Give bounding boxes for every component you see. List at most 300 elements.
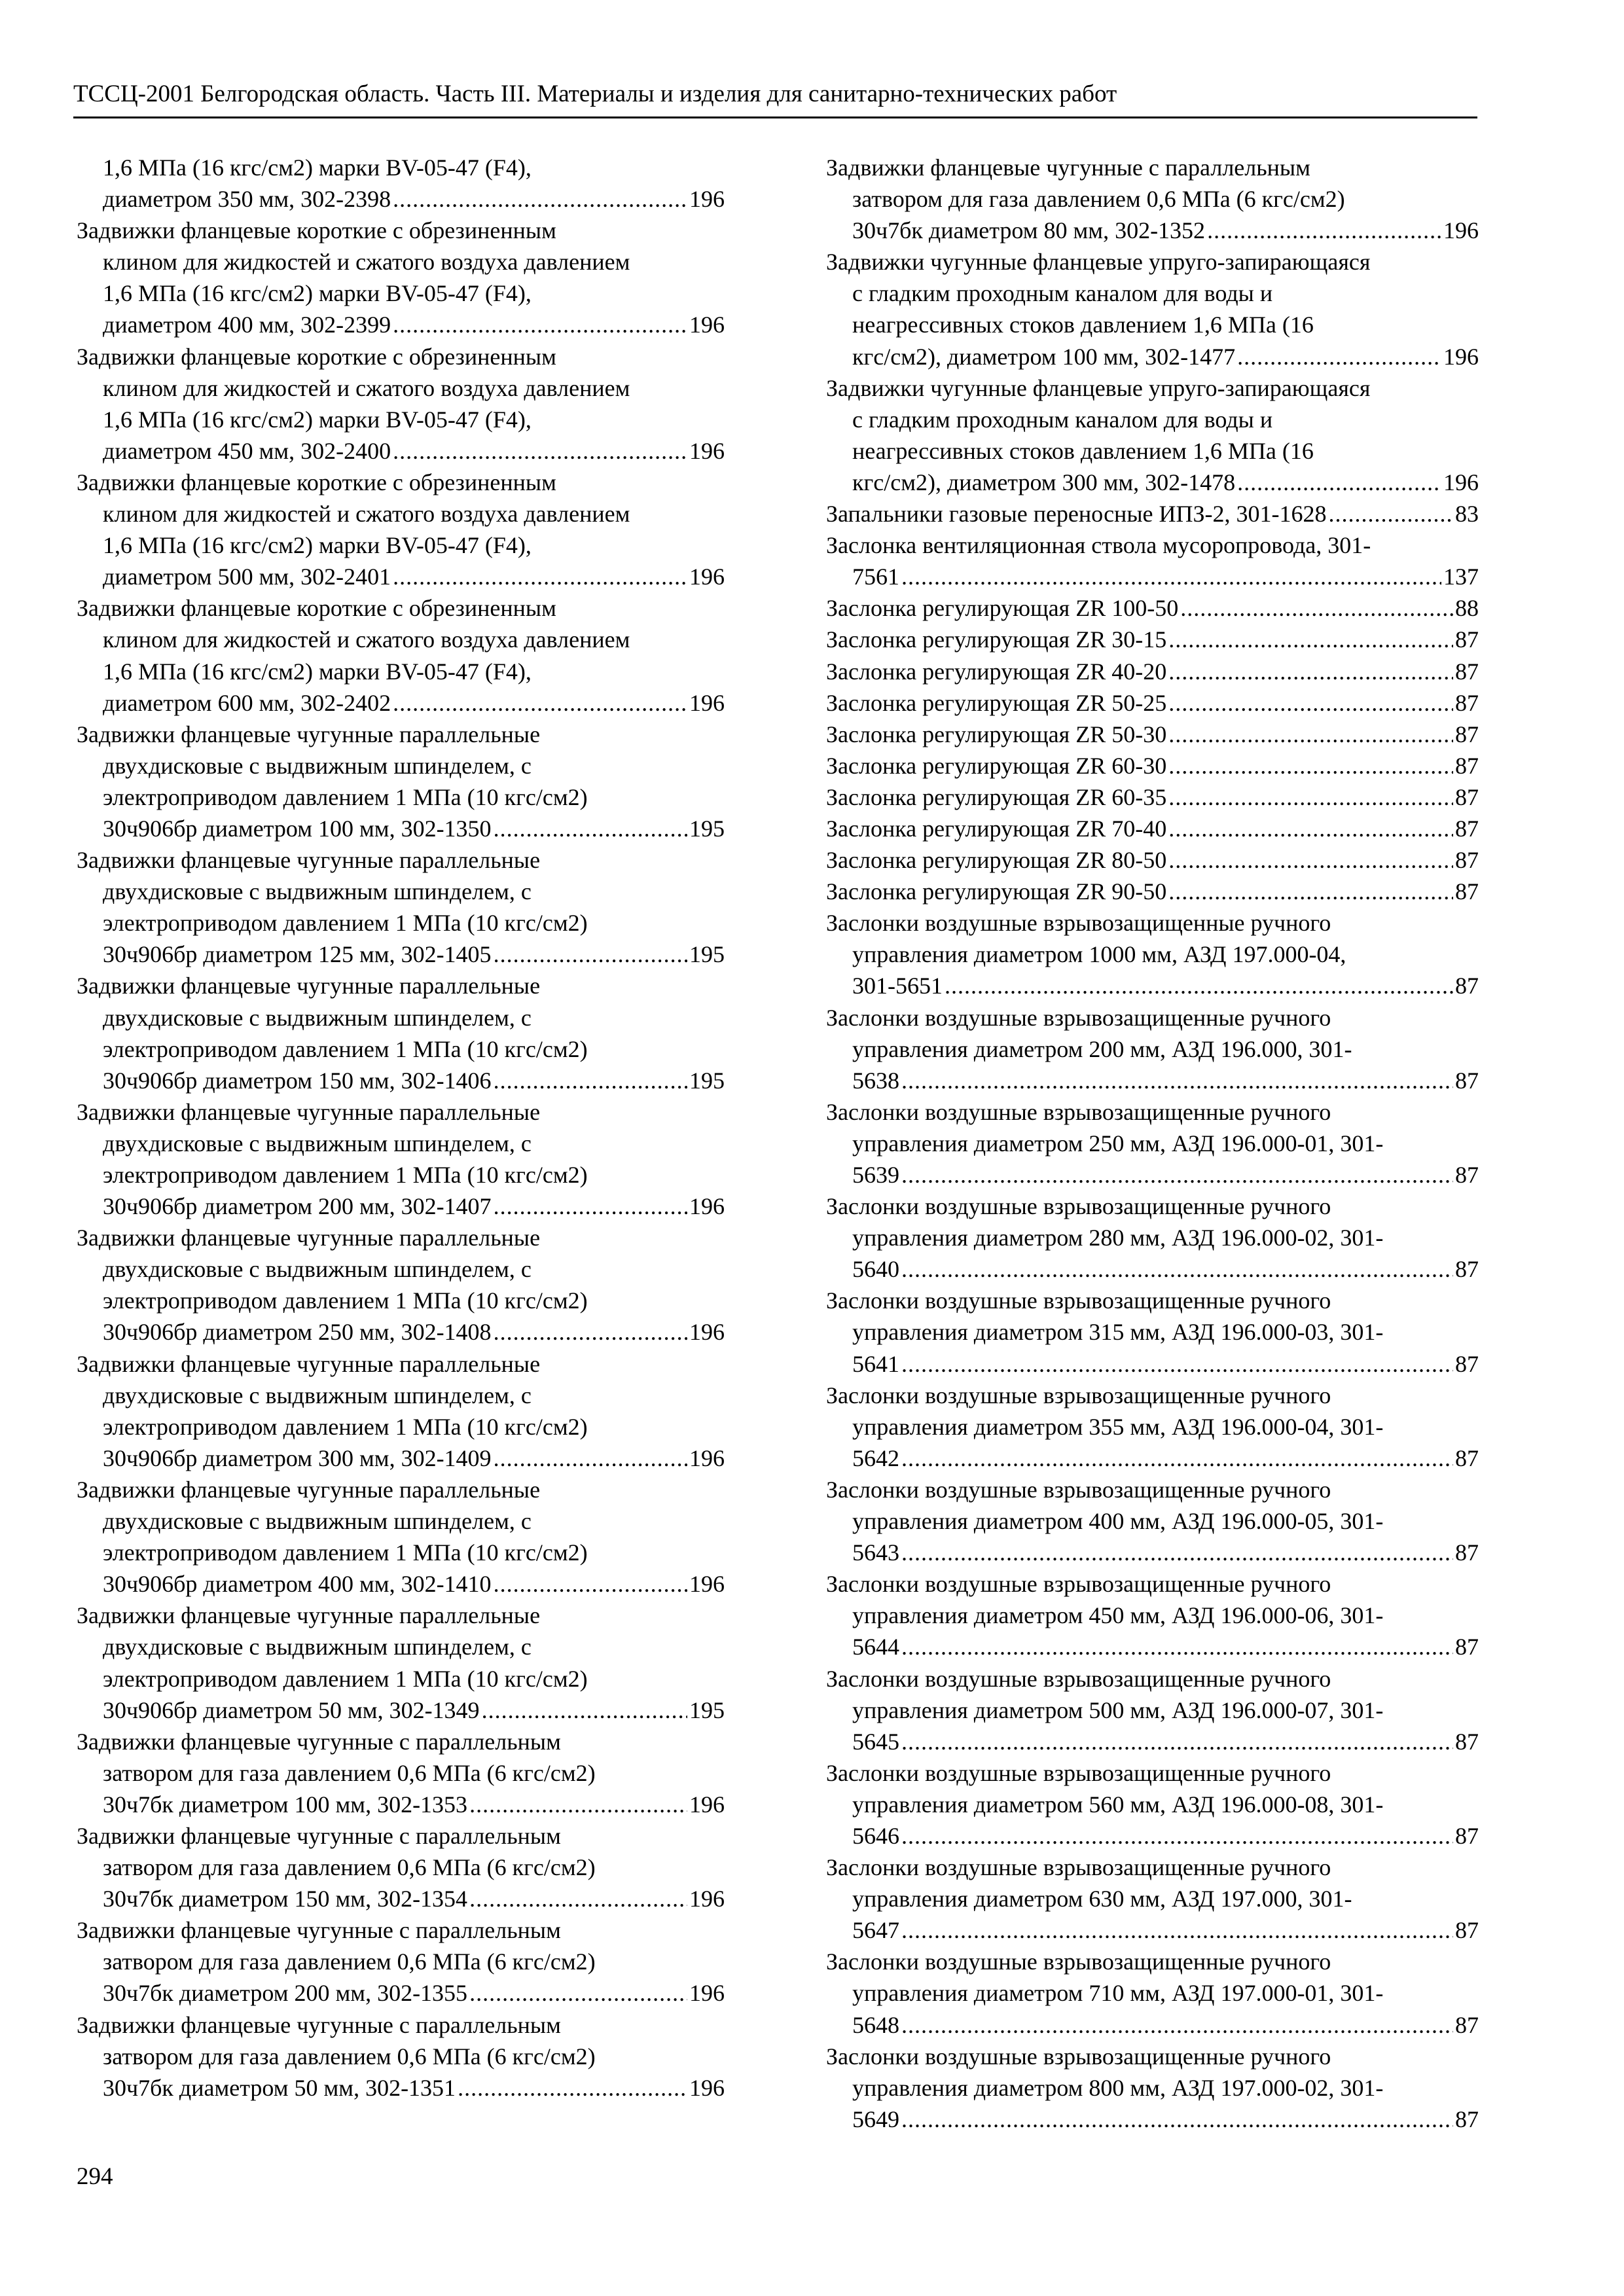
entry-text: Задвижки чугунные фланцевые упруго-запирающаяся xyxy=(826,249,1371,276)
entry-last-line xyxy=(826,2009,1479,2041)
index-entry xyxy=(826,498,1479,529)
dot-leader xyxy=(901,1914,1453,1946)
entry-text: Задвижки фланцевые чугунные параллельные xyxy=(77,847,541,874)
entry-page-number: 196 xyxy=(689,1571,725,1598)
entry-text: 5641 xyxy=(852,1350,899,1377)
index-entry xyxy=(77,844,725,970)
index-entry xyxy=(826,1568,1479,1662)
entry-text: Задвижки фланцевые чугунные параллельные xyxy=(77,1602,541,1629)
dot-leader xyxy=(901,1537,1453,1568)
dot-leader xyxy=(494,1316,687,1348)
dot-leader xyxy=(901,1253,1453,1285)
index-entry xyxy=(826,844,1479,876)
dot-leader xyxy=(1237,467,1441,498)
index-entry xyxy=(826,372,1479,498)
entry-last-line xyxy=(826,215,1479,246)
entry-page-number: 87 xyxy=(1455,1350,1479,1377)
entry-text: Задвижки фланцевые чугунные с параллельным xyxy=(77,2011,561,2038)
entry-text: электроприводом давлением 1 МПа (10 кгс/см2) xyxy=(103,1413,588,1440)
entry-text: Задвижки фланцевые короткие с обрезиненным xyxy=(77,217,556,244)
entry-text: Заслонки воздушные взрывозащищенные ручного xyxy=(826,1571,1331,1598)
entry-text: 5639 xyxy=(852,1162,899,1188)
entry-last-line xyxy=(826,781,1479,813)
entry-text: Заслонки воздушные взрывозащищенные ручного xyxy=(826,1665,1331,1692)
index-entry xyxy=(826,2041,1479,2135)
entry-text: Задвижки фланцевые короткие с обрезиненным xyxy=(77,343,556,370)
entry-page-number: 87 xyxy=(1455,878,1479,905)
entry-text: электроприводом давлением 1 МПа (10 кгс/см2) xyxy=(103,1539,588,1566)
entry-text: 5643 xyxy=(852,1539,899,1566)
index-entry xyxy=(77,1222,725,1348)
dot-leader xyxy=(458,2072,687,2104)
entry-last-line xyxy=(826,1631,1479,1662)
entry-page-number: 87 xyxy=(1455,1256,1479,1283)
entry-text: двухдисковые с выдвижным шпинделем, с xyxy=(103,878,532,905)
entry-text: затвором для газа давлением 0,6 МПа (6 кгс/см2) xyxy=(103,1854,596,1881)
entry-page-number: 87 xyxy=(1455,2106,1479,2132)
entry-text: Задвижки фланцевые чугунные параллельные xyxy=(77,1350,541,1377)
index-entry xyxy=(77,1474,725,1600)
entry-text: управления диаметром 630 мм, АЗД 197.000, 301- xyxy=(852,1886,1352,1912)
entry-page-number: 87 xyxy=(1455,815,1479,842)
entry-last-line xyxy=(77,1568,725,1600)
dot-leader xyxy=(469,1789,687,1820)
entry-text: 30ч906бр диаметром 150 мм, 302-1406 xyxy=(103,1067,492,1094)
entry-page-number: 87 xyxy=(1455,973,1479,999)
entry-text: Заслонка регулирующая ZR 40-20 xyxy=(826,658,1167,685)
entry-text: Заслонка регулирующая ZR 60-30 xyxy=(826,752,1167,779)
entry-text: электроприводом давлением 1 МПа (10 кгс/см2) xyxy=(103,1162,588,1188)
entry-text: Задвижки фланцевые чугунные с параллельным xyxy=(77,1917,561,1944)
index-entry xyxy=(826,1852,1479,1946)
index-entry xyxy=(826,750,1479,781)
entry-text: электроприводом давлением 1 МПа (10 кгс/см2) xyxy=(103,1665,588,1692)
dot-leader xyxy=(1180,592,1453,624)
entry-page-number: 87 xyxy=(1455,1728,1479,1755)
entry-text: Задвижки фланцевые чугунные параллельные xyxy=(77,1098,541,1125)
entry-last-line xyxy=(826,498,1479,529)
entry-page-number: 137 xyxy=(1443,564,1479,590)
entry-last-line xyxy=(826,592,1479,624)
entry-text: неагрессивных стоков давлением 1,6 МПа (16 xyxy=(852,437,1314,464)
entry-text: управления диаметром 450 мм, АЗД 196.000-06, 301- xyxy=(852,1602,1384,1629)
index-entry xyxy=(826,781,1479,813)
index-column-right xyxy=(826,152,1479,2135)
entry-text: Заслонка вентиляционная ствола мусоропровода, 301- xyxy=(826,532,1371,559)
entry-last-line xyxy=(826,341,1479,372)
dot-leader xyxy=(469,1883,687,1914)
entry-text: 5644 xyxy=(852,1634,899,1660)
entry-page-number: 87 xyxy=(1455,626,1479,653)
entry-last-line xyxy=(826,1443,1479,1474)
index-entry xyxy=(77,215,725,340)
index-entry xyxy=(826,1191,1479,1285)
entry-page-number: 195 xyxy=(689,1696,725,1723)
entry-text: 5638 xyxy=(852,1067,899,1094)
entry-text: 5642 xyxy=(852,1444,899,1471)
index-entry xyxy=(826,1474,1479,1568)
entry-text: Задвижки фланцевые чугунные параллельные xyxy=(77,1476,541,1503)
index-entry xyxy=(826,876,1479,907)
dot-leader xyxy=(945,970,1453,1001)
entry-page-number: 196 xyxy=(689,1791,725,1818)
entry-page-number: 196 xyxy=(689,1444,725,1471)
entry-page-number: 196 xyxy=(689,312,725,338)
dot-leader xyxy=(901,1726,1453,1757)
entry-last-line xyxy=(77,687,725,719)
entry-text: диаметром 450 мм, 302-2400 xyxy=(103,437,391,464)
dot-leader xyxy=(482,1695,687,1726)
index-entry xyxy=(826,246,1479,372)
entry-text: 30ч7бк диаметром 80 мм, 302-1352 xyxy=(852,217,1206,244)
entry-page-number: 196 xyxy=(1443,343,1479,370)
entry-text: двухдисковые с выдвижным шпинделем, с xyxy=(103,752,532,779)
entry-page-number: 87 xyxy=(1455,1917,1479,1944)
entry-last-line xyxy=(826,1159,1479,1191)
entry-text: электроприводом давлением 1 МПа (10 кгс/см2) xyxy=(103,1035,588,1062)
entry-text: двухдисковые с выдвижным шпинделем, с xyxy=(103,1382,532,1408)
entry-text: затвором для газа давлением 0,6 МПа (6 кгс/см2) xyxy=(103,1948,596,1975)
entry-last-line xyxy=(77,1977,725,2009)
entry-last-line xyxy=(77,2072,725,2104)
entry-text: Заслонки воздушные взрывозащищенные ручного xyxy=(826,1759,1331,1786)
entry-page-number: 87 xyxy=(1455,783,1479,810)
entry-text: 30ч906бр диаметром 250 мм, 302-1408 xyxy=(103,1319,492,1346)
entry-text: 5649 xyxy=(852,2106,899,2132)
dot-leader xyxy=(393,435,687,467)
entry-page-number: 87 xyxy=(1455,658,1479,685)
entry-last-line xyxy=(826,1914,1479,1946)
entry-text: Задвижки чугунные фланцевые упруго-запирающаяся xyxy=(826,374,1371,401)
dot-leader xyxy=(1168,624,1453,655)
index-entry xyxy=(826,1380,1479,1474)
dot-leader xyxy=(1168,813,1453,844)
entry-last-line xyxy=(77,939,725,970)
entry-last-line xyxy=(77,1695,725,1726)
index-entry xyxy=(77,719,725,844)
index-entry xyxy=(826,1757,1479,1852)
index-entry xyxy=(826,1096,1479,1191)
entry-text: с гладким проходным каналом для воды и xyxy=(852,280,1273,307)
entry-page-number: 87 xyxy=(1455,752,1479,779)
entry-text: 5645 xyxy=(852,1728,899,1755)
index-entry xyxy=(826,1663,1479,1757)
entry-last-line xyxy=(826,970,1479,1001)
entry-page-number: 196 xyxy=(689,1886,725,1912)
dot-leader xyxy=(901,2009,1453,2041)
dot-leader xyxy=(494,939,687,970)
entry-last-line xyxy=(77,1065,725,1096)
entry-last-line xyxy=(826,1065,1479,1096)
entry-text: 5648 xyxy=(852,2011,899,2038)
entry-last-line xyxy=(826,656,1479,687)
index-entry xyxy=(826,592,1479,624)
entry-text: двухдисковые с выдвижным шпинделем, с xyxy=(103,1634,532,1660)
entry-page-number: 87 xyxy=(1455,1822,1479,1849)
index-entry xyxy=(826,907,1479,1001)
dot-leader xyxy=(393,309,687,340)
entry-page-number: 195 xyxy=(689,941,725,968)
index-entry xyxy=(77,2009,725,2104)
dot-leader xyxy=(393,561,687,592)
entry-text: управления диаметром 355 мм, АЗД 196.000-04, 301- xyxy=(852,1413,1384,1440)
entry-last-line xyxy=(826,1348,1479,1380)
entry-last-line xyxy=(826,1726,1479,1757)
dot-leader xyxy=(1168,876,1453,907)
dot-leader xyxy=(1168,750,1453,781)
entry-text: 30ч906бр диаметром 125 мм, 302-1405 xyxy=(103,941,492,968)
dot-leader xyxy=(1207,215,1441,246)
dot-leader xyxy=(393,183,687,215)
entry-last-line xyxy=(77,1883,725,1914)
entry-page-number: 87 xyxy=(1455,1162,1479,1188)
index-entry xyxy=(826,1285,1479,1379)
entry-text: Заслонка регулирующая ZR 100-50 xyxy=(826,595,1179,622)
index-entry xyxy=(77,1600,725,1725)
entry-text: Заслонка регулирующая ZR 50-30 xyxy=(826,721,1167,747)
index-entry xyxy=(77,970,725,1096)
entry-text: клином для жидкостей и сжатого воздуха давлением xyxy=(103,626,630,653)
index-entry xyxy=(77,341,725,467)
dot-leader xyxy=(901,561,1441,592)
entry-text: управления диаметром 1000 мм, АЗД 197.000-04, xyxy=(852,941,1346,968)
dot-leader xyxy=(1237,341,1441,372)
entry-text: Задвижки фланцевые чугунные с параллельным xyxy=(826,154,1310,181)
entry-text: Заслонка регулирующая ZR 90-50 xyxy=(826,878,1167,905)
entry-text: управления диаметром 500 мм, АЗД 196.000-07, 301- xyxy=(852,1696,1384,1723)
entry-text: клином для жидкостей и сжатого воздуха давлением xyxy=(103,501,630,528)
entry-text: 30ч7бк диаметром 50 мм, 302-1351 xyxy=(103,2074,456,2101)
index-entry xyxy=(826,656,1479,687)
entry-text: 301-5651 xyxy=(852,973,943,999)
entry-text: 30ч906бр диаметром 100 мм, 302-1350 xyxy=(103,815,492,842)
entry-text: Заслонка регулирующая ZR 30-15 xyxy=(826,626,1167,653)
index-entry xyxy=(77,1914,725,2009)
dot-leader xyxy=(901,2104,1453,2135)
dot-leader xyxy=(901,1443,1453,1474)
page-number: 294 xyxy=(77,2163,113,2190)
index-entry xyxy=(77,1348,725,1474)
entry-last-line xyxy=(826,1253,1479,1285)
index-entry xyxy=(826,687,1479,719)
entry-last-line xyxy=(826,876,1479,907)
index-entry xyxy=(77,1726,725,1820)
entry-last-line xyxy=(77,1789,725,1820)
entry-text: двухдисковые с выдвижным шпинделем, с xyxy=(103,1508,532,1535)
entry-text: неагрессивных стоков давлением 1,6 МПа (16 xyxy=(852,312,1314,338)
entry-page-number: 196 xyxy=(689,1319,725,1346)
entry-text: 1,6 МПа (16 кгс/см2) марки BV-05-47 (F4), xyxy=(103,280,532,307)
dot-leader xyxy=(393,687,687,719)
dot-leader xyxy=(1168,656,1453,687)
entry-page-number: 196 xyxy=(1443,469,1479,495)
entry-page-number: 196 xyxy=(689,689,725,716)
entry-last-line xyxy=(826,561,1479,592)
entry-text: Задвижки фланцевые чугунные с параллельным xyxy=(77,1822,561,1849)
entry-text: с гладким проходным каналом для воды и xyxy=(852,406,1273,433)
entry-text: 1,6 МПа (16 кгс/см2) марки BV-05-47 (F4), xyxy=(103,532,532,559)
entry-text: диаметром 500 мм, 302-2401 xyxy=(103,564,391,590)
entry-text: управления диаметром 400 мм, АЗД 196.000-05, 301- xyxy=(852,1508,1384,1535)
entry-text: электроприводом давлением 1 МПа (10 кгс/см2) xyxy=(103,910,588,937)
entry-text: кгс/см2), диаметром 100 мм, 302-1477 xyxy=(852,343,1236,370)
entry-page-number: 87 xyxy=(1455,2011,1479,2038)
entry-text: Заслонки воздушные взрывозащищенные ручного xyxy=(826,910,1331,937)
dot-leader xyxy=(494,1443,687,1474)
dot-leader xyxy=(1168,844,1453,876)
entry-page-number: 83 xyxy=(1455,501,1479,528)
entry-page-number: 87 xyxy=(1455,1067,1479,1094)
entry-text: Заслонка регулирующая ZR 80-50 xyxy=(826,847,1167,874)
entry-page-number: 196 xyxy=(689,1980,725,2007)
entry-text: управления диаметром 710 мм, АЗД 197.000-01, 301- xyxy=(852,1980,1384,2007)
entry-text: электроприводом давлением 1 МПа (10 кгс/см2) xyxy=(103,1287,588,1314)
entry-page-number: 196 xyxy=(689,186,725,213)
entry-page-number: 87 xyxy=(1455,1634,1479,1660)
entry-text: Задвижки фланцевые короткие с обрезиненным xyxy=(77,469,556,495)
entry-page-number: 196 xyxy=(689,2074,725,2101)
entry-text: управления диаметром 280 мм, АЗД 196.000-02, 301- xyxy=(852,1225,1384,1251)
dot-leader xyxy=(469,1977,687,2009)
dot-leader xyxy=(901,1159,1453,1191)
dot-leader xyxy=(1329,498,1454,529)
entry-text: диаметром 400 мм, 302-2399 xyxy=(103,312,391,338)
index-entry xyxy=(77,467,725,592)
entry-text: кгс/см2), диаметром 300 мм, 302-1478 xyxy=(852,469,1236,495)
entry-text: Задвижки фланцевые короткие с обрезиненным xyxy=(77,595,556,622)
entry-page-number: 196 xyxy=(689,437,725,464)
entry-last-line xyxy=(826,624,1479,655)
index-entry xyxy=(826,152,1479,246)
entry-text: затвором для газа давлением 0,6 МПа (6 кгс/см2) xyxy=(103,2043,596,2070)
entry-text: управления диаметром 800 мм, АЗД 197.000-02, 301- xyxy=(852,2074,1384,2101)
entry-text: двухдисковые с выдвижным шпинделем, с xyxy=(103,1130,532,1157)
entry-text: 30ч906бр диаметром 400 мм, 302-1410 xyxy=(103,1571,492,1598)
entry-text: управления диаметром 250 мм, АЗД 196.000-01, 301- xyxy=(852,1130,1384,1157)
entry-text: Заслонка регулирующая ZR 70-40 xyxy=(826,815,1167,842)
entry-text: управления диаметром 315 мм, АЗД 196.000-03, 301- xyxy=(852,1319,1384,1346)
entry-text: 1,6 МПа (16 кгс/см2) марки BV-05-47 (F4), xyxy=(103,154,532,181)
index-entry xyxy=(826,813,1479,844)
entry-last-line xyxy=(826,1537,1479,1568)
entry-text: 5647 xyxy=(852,1917,899,1944)
entry-text: Запальники газовые переносные ИПЗ-2, 301-1628 xyxy=(826,501,1327,528)
entry-text: двухдисковые с выдвижным шпинделем, с xyxy=(103,1004,532,1031)
entry-text: двухдисковые с выдвижным шпинделем, с xyxy=(103,1256,532,1283)
entry-text: управления диаметром 560 мм, АЗД 196.000-08, 301- xyxy=(852,1791,1384,1818)
entry-text: Заслонки воздушные взрывозащищенные ручного xyxy=(826,1287,1331,1314)
entry-text: Заслонки воздушные взрывозащищенные ручного xyxy=(826,1004,1331,1031)
entry-text: Заслонки воздушные взрывозащищенные ручного xyxy=(826,1193,1331,1220)
index-entry xyxy=(77,1096,725,1222)
entry-page-number: 87 xyxy=(1455,847,1479,874)
entry-last-line xyxy=(77,561,725,592)
entry-text: 5640 xyxy=(852,1256,899,1283)
index-entry xyxy=(77,152,725,215)
entry-last-line xyxy=(826,719,1479,750)
index-entry xyxy=(826,624,1479,655)
entry-text: Задвижки фланцевые чугунные с параллельным xyxy=(77,1728,561,1755)
entry-text: 30ч906бр диаметром 300 мм, 302-1409 xyxy=(103,1444,492,1471)
index-entry xyxy=(826,1946,1479,2040)
dot-leader xyxy=(494,813,687,844)
entry-text: клином для жидкостей и сжатого воздуха давлением xyxy=(103,374,630,401)
entry-text: Заслонки воздушные взрывозащищенные ручного xyxy=(826,1854,1331,1881)
entry-last-line xyxy=(826,2104,1479,2135)
entry-last-line xyxy=(77,1191,725,1222)
dot-leader xyxy=(494,1065,687,1096)
entry-page-number: 196 xyxy=(1443,217,1479,244)
entry-last-line xyxy=(826,844,1479,876)
dot-leader xyxy=(1168,781,1453,813)
entry-text: Задвижки фланцевые чугунные параллельные xyxy=(77,721,541,747)
entry-page-number: 88 xyxy=(1455,595,1479,622)
entry-page-number: 196 xyxy=(689,564,725,590)
entry-last-line xyxy=(77,813,725,844)
entry-text: 30ч906бр диаметром 50 мм, 302-1349 xyxy=(103,1696,480,1723)
entry-last-line xyxy=(826,750,1479,781)
entry-text: Заслонки воздушные взрывозащищенные ручного xyxy=(826,2043,1331,2070)
running-header xyxy=(73,77,1477,118)
entry-page-number: 87 xyxy=(1455,689,1479,716)
header-title: ТССЦ-2001 Белгородская область. Часть III. Материалы и изделия для санитарно-технических работ xyxy=(73,81,1117,107)
entry-page-number: 87 xyxy=(1455,1539,1479,1566)
entry-text: Заслонка регулирующая ZR 50-25 xyxy=(826,689,1167,716)
entry-text: 1,6 МПа (16 кгс/см2) марки BV-05-47 (F4), xyxy=(103,406,532,433)
entry-text: диаметром 600 мм, 302-2402 xyxy=(103,689,391,716)
dot-leader xyxy=(1168,719,1453,750)
entry-text: Заслонки воздушные взрывозащищенные ручного xyxy=(826,1476,1331,1503)
dot-leader xyxy=(494,1568,687,1600)
entry-last-line xyxy=(77,1316,725,1348)
entry-text: электроприводом давлением 1 МПа (10 кгс/см2) xyxy=(103,783,588,810)
entry-text: 30ч906бр диаметром 200 мм, 302-1407 xyxy=(103,1193,492,1220)
entry-text: затвором для газа давлением 0,6 МПа (6 кгс/см2) xyxy=(852,186,1345,213)
entry-last-line xyxy=(77,309,725,340)
entry-last-line xyxy=(77,1443,725,1474)
entry-last-line xyxy=(826,467,1479,498)
entry-text: затвором для газа давлением 0,6 МПа (6 кгс/см2) xyxy=(103,1759,596,1786)
entry-text: 30ч7бк диаметром 100 мм, 302-1353 xyxy=(103,1791,468,1818)
dot-leader xyxy=(901,1820,1453,1852)
entry-text: клином для жидкостей и сжатого воздуха давлением xyxy=(103,249,630,276)
index-entry xyxy=(77,1820,725,1914)
entry-page-number: 87 xyxy=(1455,721,1479,747)
entry-page-number: 87 xyxy=(1455,1444,1479,1471)
entry-page-number: 195 xyxy=(689,815,725,842)
index-column-left xyxy=(77,152,725,2104)
entry-text: Заслонки воздушные взрывозащищенные ручного xyxy=(826,1098,1331,1125)
entry-page-number: 195 xyxy=(689,1067,725,1094)
dot-leader xyxy=(901,1348,1453,1380)
entry-last-line xyxy=(826,687,1479,719)
entry-text: 30ч7бк диаметром 150 мм, 302-1354 xyxy=(103,1886,468,1912)
index-entry xyxy=(77,592,725,718)
entry-text: Заслонки воздушные взрывозащищенные ручного xyxy=(826,1382,1331,1408)
entry-text: 30ч7бк диаметром 200 мм, 302-1355 xyxy=(103,1980,468,2007)
dot-leader xyxy=(901,1631,1453,1662)
entry-text: Заслонки воздушные взрывозащищенные ручного xyxy=(826,1948,1331,1975)
entry-last-line xyxy=(826,813,1479,844)
dot-leader xyxy=(901,1065,1453,1096)
entry-text: Задвижки фланцевые чугунные параллельные xyxy=(77,973,541,999)
entry-last-line xyxy=(77,435,725,467)
index-entry xyxy=(826,1002,1479,1096)
index-entry xyxy=(826,529,1479,592)
dot-leader xyxy=(494,1191,687,1222)
entry-text: управления диаметром 200 мм, АЗД 196.000, 301- xyxy=(852,1035,1352,1062)
dot-leader xyxy=(1168,687,1453,719)
